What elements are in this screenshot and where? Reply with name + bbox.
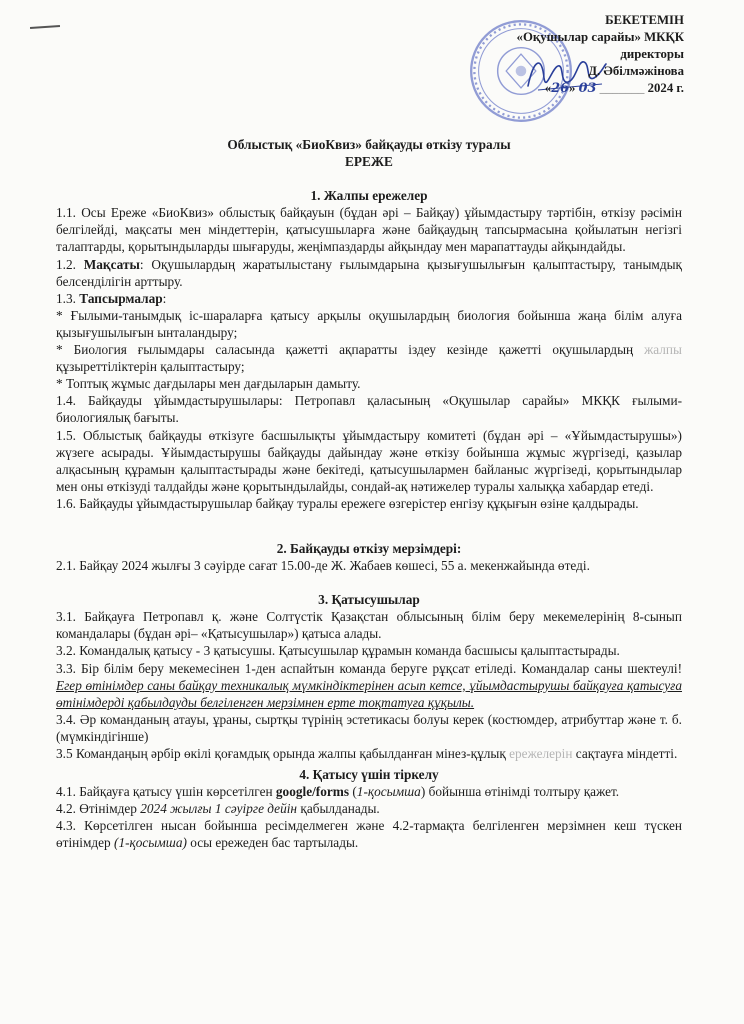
document-subtitle: ЕРЕЖЕ	[345, 154, 393, 170]
date-close-quote: »	[569, 81, 576, 95]
clause-3-3-italic: Егер өтінімдер саны байқау техникалық мүмкіндіктерінен асып кетсе, ұйымдастырушы байқауға қатысуға өтінімдерді қабылдауды белгіленген мерзімнен ерте тоқтатуға құқылы.	[56, 677, 682, 710]
clause-2-1: 2.1. Байқау 2024 жылғы 3 сәуірде сағат 15.00-де Ж. Жабаев көшесі, 55 а. мекенжайында өтеді.	[56, 558, 590, 574]
approval-block	[464, 12, 684, 97]
clause-1-3-number: 1.3.	[56, 290, 80, 306]
clause-4-2-tail: қабылданады.	[297, 801, 380, 817]
date-open-quote: «	[544, 81, 552, 95]
clause-4-3	[56, 817, 682, 851]
section-3-heading: 3. Қатысушылар	[318, 592, 420, 608]
approval-position: директоры	[620, 47, 684, 61]
task-item-3: * Топтық жұмыс дағдылары мен дағдыларын дамыту.	[56, 376, 361, 392]
date-year: 2024 г.	[647, 81, 684, 95]
clause-4-1-text: 4.1. Байқауға қатысу үшін көрсетілген	[56, 784, 276, 800]
approval-director-name: Д. Әбілмәжінова	[588, 64, 684, 78]
task-item-2-tail: құзыреттіліктерін қалыптастыру;	[56, 359, 245, 375]
clause-1-2-text: : Оқушылардың жаратылыстану ғылымдарына қызығушылығын қалыптастыру, танымдық белсенділігін арттыру.	[56, 256, 682, 289]
task-item-2	[56, 341, 682, 375]
clause-4-2-text: 4.2. Өтінімдер	[56, 801, 141, 817]
section-1-heading: 1. Жалпы ережелер	[310, 188, 428, 204]
clause-4-1-form-link: google/forms	[275, 784, 350, 800]
clause-4-1-tail: ) бойынша өтінімді толтыру қажет.	[420, 784, 620, 800]
clause-3-3-text: 3.3. Бір білім беру мекемесінен 1-ден аспайтын команда беруге рұқсат етіледі. Командалар саны шектеулі!	[56, 660, 682, 676]
clause-4-2-deadline: 2024 жылғы 1 сәуірге дейін	[140, 801, 298, 817]
clause-1-2	[56, 256, 682, 290]
clause-3-3	[56, 660, 682, 711]
section-2-heading: 2. Байқауды өткізу мерзімдері:	[276, 540, 462, 556]
task-item-2-faded: жалпы	[633, 342, 682, 358]
approval-organization: «Оқушылар сарайы» МКҚК	[516, 30, 684, 44]
clause-1-3-colon: :	[162, 290, 167, 306]
clause-4-3-tail: осы ережеден бас тартылады.	[186, 835, 359, 851]
clause-1-2-number: 1.2.	[56, 256, 84, 272]
clause-4-1	[56, 783, 682, 800]
document-body	[56, 136, 682, 852]
clause-4-1-appendix: 1-қосымша	[356, 784, 421, 800]
clause-1-5: 1.5. Облыстық байқауды өткізуге басшылықты ұйымдастыру комитеті (бұдан әрі – «Ұйымдастырушы») жүзеге асырады. Ұйымдастырушы байқауды дайындау және өткізу бойынша жұмыс жүргізеді, қазылар алқасының құрамын қалыптастырады және бекітеді, қатысушылармен байланыс жүргізеді, қорытындылар мен оны өткізуді талдайды және қорытындылайды, сондай-ақ нәтижелер туралы халыққа хабардар етеді.	[56, 427, 682, 494]
clause-1-3	[56, 290, 682, 307]
date-day: 26	[551, 81, 569, 96]
clause-4-3-appendix: (1-қосымша)	[114, 835, 187, 851]
clause-1-3-label: Тапсырмалар	[79, 290, 163, 306]
clause-3-5-text: 3.5 Командаңың әрбір өкілі қоғамдық орында жалпы қабылданған мінез-құлық	[56, 746, 506, 761]
clause-1-4: 1.4. Байқауды ұйымдастырушылары: Петропавл қаласының «Оқушылар сарайы» МКҚК ғылыми-биологиялық бағыты.	[56, 393, 682, 426]
approval-heading: БЕКЕТЕМІН	[605, 13, 684, 27]
clause-3-5	[56, 745, 682, 762]
clause-3-2: 3.2. Командалық қатысу - 3 қатысушы. Қатысушылар құрамын команда басшысы қалыптастырады.	[56, 643, 620, 659]
clause-1-2-label: Мақсаты	[83, 256, 140, 272]
approval-date: «26» 03 _______ 2024 г.	[544, 81, 684, 96]
task-item-1: * Ғылыми-танымдық іс-шараларға қатысу арқылы оқушылардың биология бойынша жаңа білім алуға қызығушылығын ынталандыру;	[56, 307, 682, 340]
date-month: 03	[578, 81, 597, 96]
clause-1-1: 1.1. Осы Ереже «БиоКвиз» облыстық байқауын (бұдан әрі – Байқау) ұйымдастыру тәртібін, өткізу рәсімін белгілейді, мақсаты мен міндеттерін, қатысушыларға және байқаудың тапсырмасына қойылатын негізгі талаптарды, қорытындыларды шығаруды, жеңімпаздарды айқындау мен марапаттауды айқындайды.	[56, 205, 682, 255]
clause-4-3-text: 4.3. Көрсетілген нысан бойынша ресімделмеген және 4.2-тармақта белгіленген мерзімнен кеш түскен өтінімдер	[56, 818, 682, 851]
document-title: Облыстық «БиоКвиз» байқауды өткізу туралы	[227, 137, 511, 152]
section-4-heading: 4. Қатысу үшін тіркелу	[299, 767, 439, 783]
task-item-2-text: * Биология ғылымдары саласында қажетті ақпаратты іздеу кезінде қажетті оқушылардың	[56, 342, 634, 358]
clause-3-5-faded: ережелерін	[505, 746, 573, 761]
scan-artifact	[30, 25, 60, 29]
clause-1-6: 1.6. Байқауды ұйымдастырушылар байқау туралы ережеге өзгерістер енгізу құқығын өзіне қалдырады.	[56, 495, 639, 511]
clause-3-5-tail: сақтауға міндетті.	[572, 746, 678, 761]
clause-4-2	[56, 800, 682, 817]
clause-4-1-paren: (	[349, 784, 357, 800]
clause-3-4: 3.4. Әр команданың атауы, ұраны, сыртқы түрінің эстетикасы болуы керек (костюмдер, атрибуттар және т. б. (мүмкіндігінше)	[56, 711, 682, 744]
clause-3-1: 3.1. Байқауға Петропавл қ. және Солтүстік Қазақстан облысының білім беру мекемелерінің 8-сынып командалары (бұдан әрі– «Қатысушылар») қатыса алады.	[56, 609, 682, 642]
